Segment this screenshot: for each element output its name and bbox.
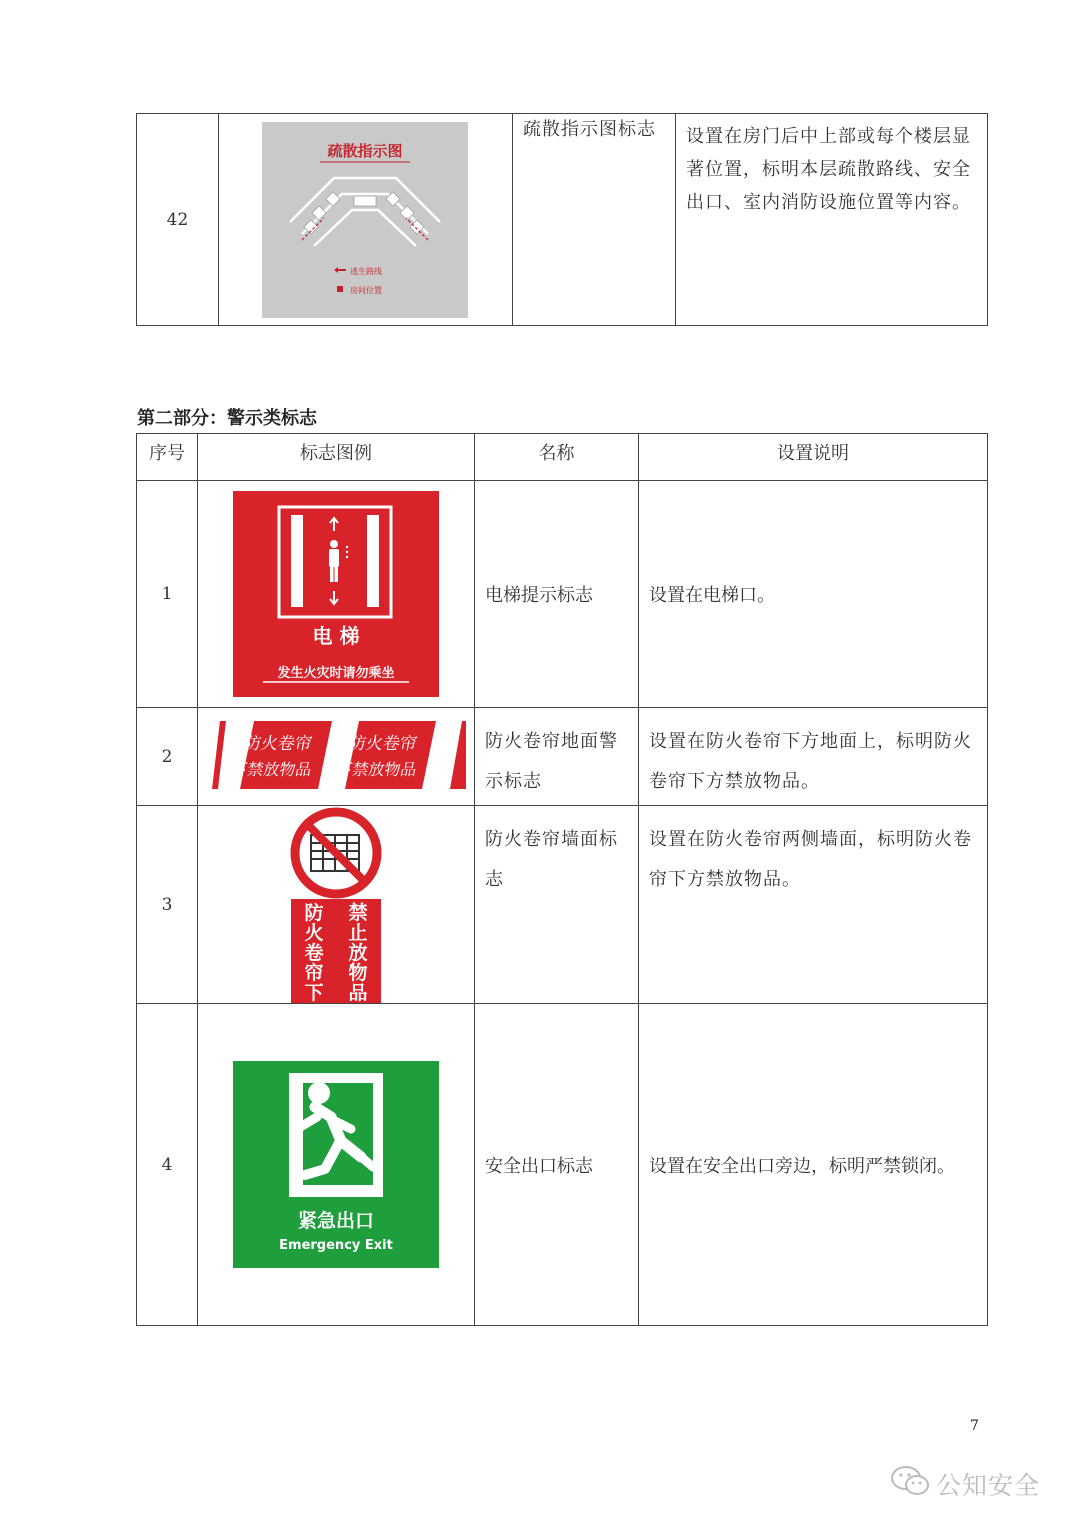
shutter-wall-sign-image <box>289 807 383 1003</box>
sign-cell <box>219 114 513 326</box>
header-name: 名称 <box>475 434 639 481</box>
sign-cell <box>198 708 475 806</box>
row-index: 3 <box>137 806 198 1004</box>
evacuation-map-title: 疏散指示图 <box>327 142 403 160</box>
emergency-exit-title: 紧急出口 <box>297 1210 375 1232</box>
shutter-wall-left-text-char: 卷 <box>304 942 324 964</box>
legend-room-label: 房间位置 <box>350 286 382 295</box>
sign-name: 防火卷帘墙面标志 <box>475 806 639 1004</box>
section-title: 第二部分：警示类标志 <box>137 408 317 429</box>
shutter-wall-left-text-char: 火 <box>304 922 324 944</box>
elevator-sign-image <box>233 491 439 697</box>
shutter-floor-text-2b: 下禁放物品 <box>334 760 419 779</box>
sign-name: 电梯提示标志 <box>475 481 639 708</box>
warning-signs-table <box>136 433 988 1326</box>
shutter-wall-right-text-char: 止 <box>348 922 368 944</box>
shutter-wall-right-text-char: 禁 <box>348 902 368 924</box>
evacuation-sign-table <box>136 113 988 326</box>
shutter-wall-left-text-char: 帘 <box>304 962 324 984</box>
watermark <box>890 1462 1060 1502</box>
elevator-sign-subtitle: 发生火灾时请勿乘坐 <box>277 666 395 681</box>
header-index: 序号 <box>137 434 198 481</box>
sign-description: 设置在安全出口旁边，标明严禁锁闭。 <box>639 1004 988 1326</box>
table-row <box>137 708 988 806</box>
row-index: 1 <box>137 481 198 708</box>
shutter-wall-right-text <box>348 901 367 1003</box>
sign-cell <box>198 481 475 708</box>
wechat-icon <box>890 1464 932 1498</box>
shutter-floor-text-1a: 防火卷帘 <box>242 734 314 754</box>
row-index: 2 <box>137 708 198 806</box>
evacuation-map-image <box>262 122 468 318</box>
page-number: 7 <box>970 1418 979 1434</box>
sign-name: 安全出口标志 <box>475 1004 639 1326</box>
sign-description: 设置在电梯口。 <box>639 481 988 708</box>
sign-description: 设置在房门后中上部或每个楼层显著位置，标明本层疏散路线、安全出口、室内消防设施位置等内容。 <box>676 114 988 326</box>
shutter-wall-left-text-char: 下 <box>304 982 324 1003</box>
table-header-row <box>137 434 988 481</box>
sign-description: 设置在防火卷帘下方地面上，标明防火卷帘下方禁放物品。 <box>639 708 988 806</box>
sign-name: 疏散指示图标志 <box>513 114 676 326</box>
sign-description: 设置在防火卷帘两侧墙面，标明防火卷帘下方禁放物品。 <box>639 806 988 1004</box>
table-row <box>137 1004 988 1326</box>
shutter-floor-text-2a: 防火卷帘 <box>347 734 419 754</box>
elevator-sign-title: 电 梯 <box>312 624 360 648</box>
emergency-exit-sign-image <box>233 1061 439 1268</box>
shutter-wall-right-text-char: 物 <box>348 962 368 984</box>
shutter-floor-sign-image <box>206 721 466 789</box>
row-index: 4 <box>137 1004 198 1326</box>
sign-cell <box>198 1004 475 1326</box>
sign-name: 防火卷帘地面警示标志 <box>475 708 639 806</box>
emergency-exit-subtitle: Emergency Exit <box>279 1238 393 1253</box>
legend-route-label: 逃生路线 <box>350 267 382 276</box>
shutter-wall-right-text-char: 放 <box>348 942 368 964</box>
table-row <box>137 481 988 708</box>
header-description: 设置说明 <box>639 434 988 481</box>
shutter-floor-text-1b: 下禁放物品 <box>229 760 314 779</box>
table-row <box>137 806 988 1004</box>
shutter-wall-right-text-char: 品 <box>348 982 368 1003</box>
sign-cell <box>198 806 475 1004</box>
shutter-wall-left-text-char: 防 <box>304 902 324 924</box>
header-sign: 标志图例 <box>198 434 475 481</box>
row-index: 42 <box>137 114 219 326</box>
shutter-wall-left-text <box>304 901 323 1003</box>
table-row <box>137 114 988 326</box>
watermark-text: 公知安全 <box>936 1471 1041 1500</box>
